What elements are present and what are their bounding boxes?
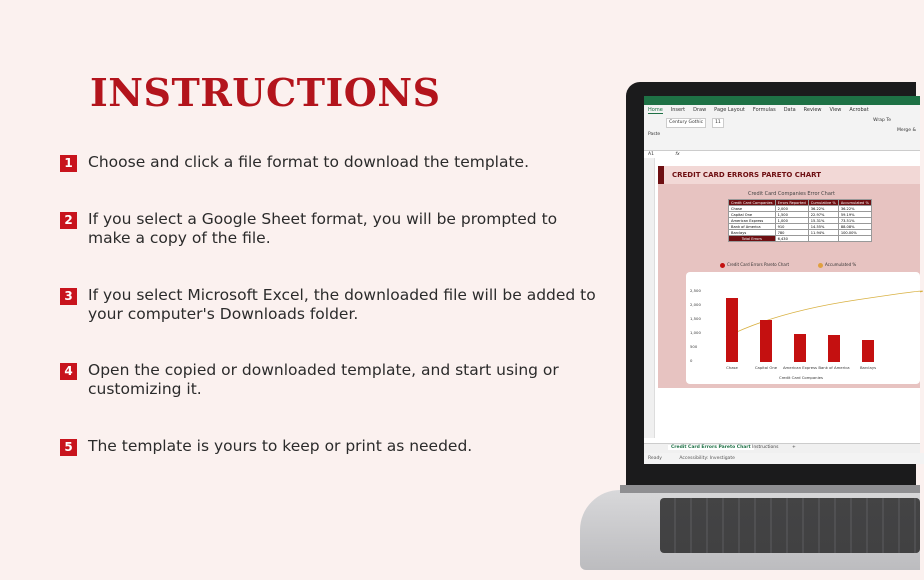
sheet-title: CREDIT CARD ERRORS PARETO CHART [672, 171, 822, 179]
excel-ribbon [644, 116, 920, 151]
table-cell: Chase [729, 206, 776, 212]
status-bar [644, 453, 924, 464]
menu-page-layout[interactable]: Page Layout [714, 107, 745, 113]
step-number: 4 [60, 363, 77, 380]
chart-bar [828, 335, 840, 362]
x-tick-label: Barclays [859, 365, 877, 370]
row-headers [644, 158, 655, 438]
table-cell: 11.94% [808, 230, 838, 236]
chart-bar [760, 320, 772, 362]
y-tick-label: 1,000 [690, 330, 701, 335]
step-number: 2 [60, 212, 77, 229]
step-text: The template is yours to keep or print as needed. [88, 437, 473, 455]
chart-bar [862, 340, 874, 362]
table-header: Errors Reported [775, 200, 808, 206]
table-cell: 73.51% [838, 218, 871, 224]
table-cell: 1,500 [775, 212, 808, 218]
table-cell: 1,000 [775, 218, 808, 224]
table-cell: 88.08% [838, 224, 871, 230]
wrap-text-button[interactable]: Wrap Te [873, 118, 891, 123]
menu-view[interactable]: View [829, 107, 842, 113]
tab-pareto-chart[interactable]: Credit Card Errors Pareto Chart [668, 445, 754, 450]
status-text: Ready [648, 456, 662, 461]
laptop-hinge [620, 485, 920, 493]
table-header: Credit Card Companies [729, 200, 776, 206]
table-cell: 36.22% [808, 206, 838, 212]
paste-button[interactable]: Paste [648, 132, 661, 137]
pareto-chart [686, 272, 920, 384]
font-size-select[interactable]: 11 [712, 118, 724, 128]
table-header: Accumulated % [838, 200, 871, 206]
x-tick-label: Chase [726, 365, 738, 370]
menu-acrobat[interactable]: Acrobat [849, 107, 869, 113]
excel-menu [644, 105, 920, 116]
legend-line-swatch [818, 263, 823, 268]
menu-review[interactable]: Review [803, 107, 822, 113]
legend-bar-label: Credit Card Errors Pareto Chart [727, 262, 790, 267]
laptop-keyboard [660, 498, 920, 553]
laptop-image [540, 80, 916, 580]
step-number: 3 [60, 288, 77, 305]
legend-bar [720, 262, 789, 268]
x-tick-label: Bank of America [818, 365, 850, 370]
table-cell: 14.55% [808, 224, 838, 230]
menu-insert[interactable]: Insert [670, 107, 686, 113]
errors-table [728, 199, 872, 242]
table-cell: Capital One [729, 212, 776, 218]
step-text: Open the copied or downloaded template, and start using or customizing it. [88, 361, 559, 398]
tab-instructions[interactable]: Instructions [752, 445, 779, 450]
table-cell: American Express [729, 218, 776, 224]
panel-header [658, 166, 920, 184]
menu-formulas[interactable]: Formulas [752, 107, 776, 113]
x-tick-label: Capital One [754, 365, 778, 370]
total-row [729, 236, 872, 242]
legend-line [818, 262, 856, 268]
table-cell: 15.31% [808, 218, 838, 224]
y-tick-label: 2,500 [690, 288, 701, 293]
table-header: Cumulative % [808, 200, 838, 206]
table-cell: 59.19% [838, 212, 871, 218]
pareto-panel [658, 166, 920, 388]
cell-reference[interactable]: A1 [648, 152, 654, 157]
table-cell: 910 [775, 224, 808, 230]
laptop-screen [644, 96, 920, 464]
y-tick-label: 2,000 [690, 302, 701, 307]
fx-icon: fx [675, 152, 680, 157]
table-cell: 2,000 [775, 206, 808, 212]
excel-titlebar [644, 96, 920, 105]
step-number: 5 [60, 439, 77, 456]
table-cell: 100.00% [838, 230, 871, 236]
step-number: 1 [60, 155, 77, 172]
chart-subtitle: Credit Card Companies Error Chart [748, 191, 835, 197]
y-tick-label: 1,500 [690, 316, 701, 321]
page-title: INSTRUCTIONS [90, 70, 441, 115]
x-axis-label: Credit Card Companies [779, 375, 823, 380]
font-name-select[interactable]: Century Gothic [666, 118, 706, 128]
total-value: 6,430 [775, 236, 808, 242]
menu-home[interactable]: Home [648, 107, 663, 113]
accessibility-status[interactable]: Accessibility: Investigate [679, 456, 735, 461]
add-sheet-button[interactable]: + [792, 445, 796, 450]
menu-draw[interactable]: Draw [693, 107, 707, 113]
table-cell: 22.97% [808, 212, 838, 218]
merge-button[interactable]: Merge & [897, 128, 916, 133]
chart-bar [794, 334, 806, 362]
step-text: If you select Microsoft Excel, the downloaded file will be added to your computer's Downloads folder. [88, 286, 596, 323]
y-tick-label: 500 [690, 344, 698, 349]
table-cell: Bank of America [729, 224, 776, 230]
table-cell: Barclays [729, 230, 776, 236]
table-cell: 780 [775, 230, 808, 236]
step-text: Choose and click a file format to download the template. [88, 153, 530, 171]
step-text: If you select a Google Sheet format, you will be prompted to make a copy of the file. [88, 210, 558, 247]
total-label: Total Errors [729, 236, 776, 242]
menu-data[interactable]: Data [783, 107, 796, 113]
legend-line-label: Accumulated % [825, 262, 857, 267]
sheet-grid[interactable] [644, 158, 920, 438]
y-tick-label: 0 [690, 358, 693, 363]
chart-bar [726, 298, 738, 362]
x-tick-label: American Express [782, 365, 818, 370]
table-cell: 36.22% [838, 206, 871, 212]
legend-bar-swatch [720, 263, 725, 268]
